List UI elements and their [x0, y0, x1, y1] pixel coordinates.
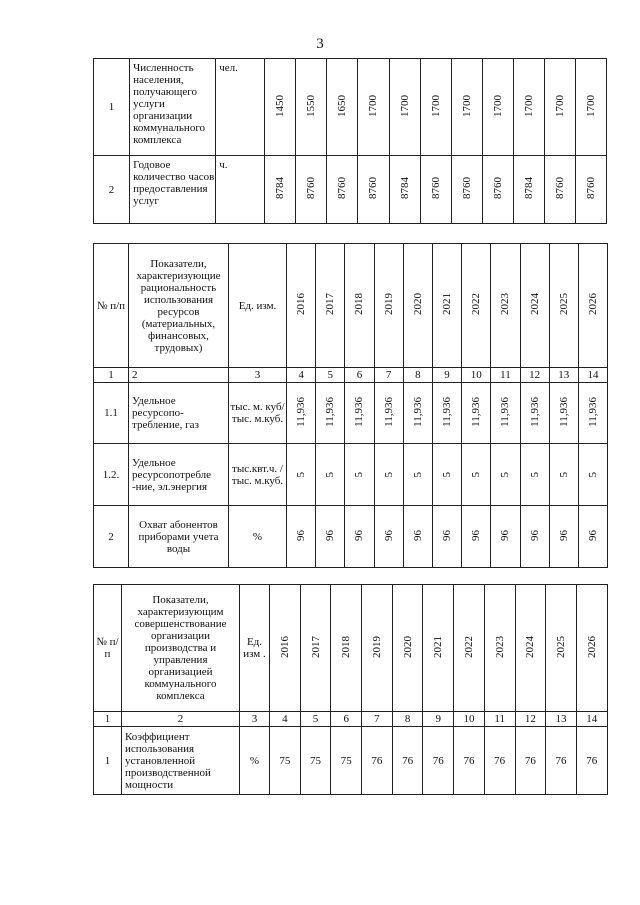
header-year: 2024: [528, 293, 541, 315]
value-cell: 5: [557, 472, 570, 478]
value-cell: 5: [528, 472, 541, 478]
index-cell: 7: [362, 712, 393, 727]
index-cell: 13: [549, 368, 578, 383]
value-cell: 8760: [491, 177, 504, 199]
value-cell: 11,936: [382, 396, 395, 427]
index-cell: 8: [403, 368, 432, 383]
value-cell: 76: [576, 727, 607, 795]
indicator-name: Численность населения, получающего услуги организации коммунального комплекса: [130, 59, 216, 156]
value-cell: 8784: [274, 177, 287, 199]
page-number: 3: [316, 36, 324, 52]
table-header-row: [94, 244, 608, 368]
header-unit: Ед. изм .: [240, 585, 270, 712]
table-row: [94, 383, 608, 444]
header-year: 2016: [295, 293, 308, 315]
value-cell: 11,936: [353, 396, 366, 427]
value-cell: 1700: [584, 94, 597, 117]
table-row: [94, 156, 607, 224]
value-cell: 76: [392, 727, 423, 795]
header-year: 2025: [555, 635, 568, 658]
unit-cell: ч.: [216, 156, 265, 224]
value-cell: 76: [423, 727, 454, 795]
table-row: [94, 506, 608, 568]
row-number: 1.2.: [94, 444, 129, 506]
value-cell: 96: [441, 529, 454, 541]
header-year: 2023: [499, 293, 512, 315]
header-year: 2018: [340, 635, 353, 658]
header-year: 2016: [278, 635, 291, 658]
header-num: № п/п: [94, 585, 122, 712]
index-cell: 3: [240, 712, 270, 727]
value-cell: 96: [295, 529, 308, 541]
value-cell: 76: [546, 727, 577, 795]
value-cell: 76: [362, 727, 393, 795]
index-cell: 5: [300, 712, 331, 727]
index-cell: 8: [392, 712, 423, 727]
value-cell: 96: [586, 529, 599, 541]
value-cell: 8760: [429, 177, 442, 199]
header-year: 2022: [470, 293, 483, 315]
value-cell: 96: [382, 529, 395, 541]
header-year: 2021: [441, 293, 454, 315]
value-cell: 8760: [553, 177, 566, 199]
index-cell: 10: [454, 712, 485, 727]
index-cell: 6: [331, 712, 362, 727]
value-cell: 1650: [336, 94, 349, 117]
value-cell: 8784: [522, 177, 535, 199]
value-cell: 76: [484, 727, 515, 795]
index-row: [94, 712, 608, 727]
index-cell: 11: [484, 712, 515, 727]
value-cell: 76: [454, 727, 485, 795]
value-cell: 11,936: [470, 396, 483, 427]
table-population: [93, 58, 607, 224]
unit-cell: чел.: [216, 59, 265, 156]
value-cell: 8760: [305, 177, 318, 199]
index-cell: 5: [316, 368, 345, 383]
value-cell: 1700: [460, 94, 473, 117]
value-cell: 1450: [274, 94, 287, 117]
index-cell: 2: [122, 712, 240, 727]
header-year: 2021: [432, 635, 445, 658]
header-year: 2018: [353, 293, 366, 315]
value-cell: 8760: [336, 177, 349, 199]
value-cell: 96: [353, 529, 366, 541]
header-year: 2023: [493, 635, 506, 658]
header-year: 2026: [585, 635, 598, 658]
row-number: 2: [94, 156, 130, 224]
value-cell: 5: [470, 472, 483, 478]
index-cell: 1: [94, 712, 122, 727]
header-year: 2022: [462, 635, 475, 658]
index-cell: 1: [94, 368, 129, 383]
value-cell: 8760: [367, 177, 380, 199]
index-cell: 3: [229, 368, 287, 383]
header-year: 2017: [309, 635, 322, 658]
index-cell: 12: [515, 712, 546, 727]
index-cell: 10: [462, 368, 491, 383]
index-row: [94, 368, 608, 383]
header-year: 2024: [524, 635, 537, 658]
index-cell: 6: [345, 368, 374, 383]
table-row: [94, 444, 608, 506]
value-cell: 1700: [522, 94, 535, 117]
value-cell: 11,936: [411, 396, 424, 427]
value-cell: 5: [353, 472, 366, 478]
value-cell: 96: [528, 529, 541, 541]
value-cell: 5: [499, 472, 512, 478]
indicator-name: Удельное ресурсопотребле -ние, эл.энергия: [129, 444, 229, 506]
value-cell: 11,936: [586, 396, 599, 427]
value-cell: 96: [411, 529, 424, 541]
row-number: 1: [94, 727, 122, 795]
value-cell: 1700: [429, 94, 442, 117]
value-cell: 8760: [584, 177, 597, 199]
unit-cell: тыс.квт.ч. / тыс. м.куб.: [229, 444, 287, 506]
header-year: 2020: [411, 293, 424, 315]
value-cell: 96: [324, 529, 337, 541]
value-cell: 11,936: [528, 396, 541, 427]
indicator-name: Удельное ресурсопо-требление, газ: [129, 383, 229, 444]
index-cell: 4: [287, 368, 316, 383]
value-cell: 75: [331, 727, 362, 795]
index-cell: 9: [423, 712, 454, 727]
index-cell: 14: [578, 368, 607, 383]
header-year: 2019: [382, 293, 395, 315]
index-cell: 2: [129, 368, 229, 383]
row-number: 2: [94, 506, 129, 568]
indicator-name: Годовое количество часов предоставления услуг: [130, 156, 216, 224]
value-cell: 96: [470, 529, 483, 541]
value-cell: 75: [300, 727, 331, 795]
table-row: [94, 727, 608, 795]
row-number: 1.1: [94, 383, 129, 444]
value-cell: 5: [324, 472, 337, 478]
index-cell: 13: [546, 712, 577, 727]
indicator-name: Охват абонентов приборами учета воды: [129, 506, 229, 568]
value-cell: 8760: [460, 177, 473, 199]
value-cell: 8784: [398, 177, 411, 199]
value-cell: 1700: [553, 94, 566, 117]
value-cell: 76: [515, 727, 546, 795]
index-cell: 11: [491, 368, 520, 383]
value-cell: 96: [557, 529, 570, 541]
value-cell: 5: [411, 472, 424, 478]
value-cell: 5: [586, 472, 599, 478]
indicator-name: Коэффициент использования установленной производственной мощности: [122, 727, 240, 795]
value-cell: 5: [382, 472, 395, 478]
row-number: 1: [94, 59, 130, 156]
unit-cell: тыс. м. куб/тыс. м.куб.: [229, 383, 287, 444]
value-cell: 11,936: [557, 396, 570, 427]
value-cell: 75: [270, 727, 301, 795]
header-year: 2017: [324, 293, 337, 315]
value-cell: 11,936: [441, 396, 454, 427]
value-cell: 96: [499, 529, 512, 541]
header-year: 2026: [586, 293, 599, 315]
table-header-row: [94, 585, 608, 712]
index-cell: 4: [270, 712, 301, 727]
value-cell: 11,936: [499, 396, 512, 427]
index-cell: 12: [520, 368, 549, 383]
table-production-management: [93, 584, 608, 795]
table-row: [94, 59, 607, 156]
value-cell: 1700: [367, 94, 380, 117]
header-year: 2025: [557, 293, 570, 315]
value-cell: 1700: [491, 94, 504, 117]
header-year: 2020: [401, 635, 414, 658]
index-cell: 14: [576, 712, 607, 727]
value-cell: 5: [441, 472, 454, 478]
unit-cell: %: [240, 727, 270, 795]
header-year: 2019: [370, 635, 383, 658]
value-cell: 11,936: [295, 396, 308, 427]
value-cell: 1550: [305, 94, 318, 117]
header-indicator: Показатели, характеризующим совершенствование организации производства и управления организацией коммунального комплекса: [122, 585, 240, 712]
index-cell: 9: [432, 368, 461, 383]
value-cell: 11,936: [324, 396, 337, 427]
table-resource-use: [93, 243, 608, 568]
unit-cell: %: [229, 506, 287, 568]
value-cell: 5: [295, 472, 308, 478]
header-indicator: Показатели, характеризующие рациональность использования ресурсов (материальных, финансовых, трудовых): [129, 244, 229, 368]
header-unit: Ед. изм.: [229, 244, 287, 368]
index-cell: 7: [374, 368, 403, 383]
header-num: № п/п: [94, 244, 129, 368]
value-cell: 1700: [398, 94, 411, 117]
